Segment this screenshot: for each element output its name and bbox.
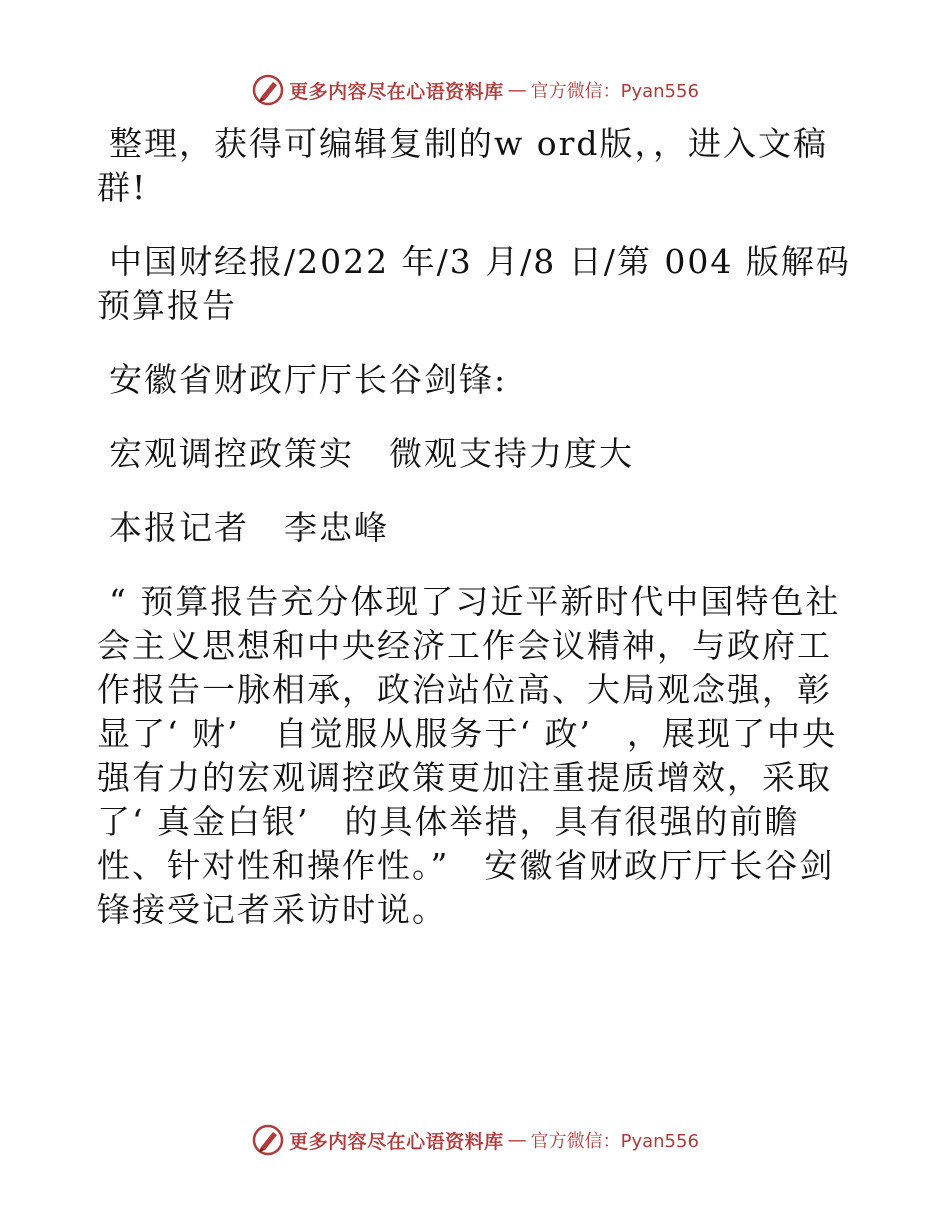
footer-watermark-content [251,1123,699,1157]
header-watermark-content [251,73,699,107]
source-line: 中国财经报/2022 年/3 月/8 日/第 004 版解码预算报告 [97,242,851,325]
pen-logo-icon [251,1123,285,1157]
article-byline: 本报记者 李忠峰 [109,508,389,547]
watermark-wechat-text: 官方微信：Pyan556 [530,1131,699,1152]
watermark-site-text: 更多内容尽在心语资料库 [289,80,504,103]
pen-logo-icon [251,73,285,107]
watermark-dash: — [507,79,527,101]
article-headline: 宏观调控政策实 微观支持力度大 [109,434,634,473]
watermark-wechat-text: 官方微信：Pyan556 [530,81,699,102]
header-watermark-banner [0,70,950,110]
watermark-site-text: 更多内容尽在心语资料库 [289,1130,504,1153]
footer-watermark-banner [0,1120,950,1160]
document-body [97,122,857,932]
interviewee-line: 安徽省财政厅厅长谷剑锋: [109,360,508,399]
article-body-paragraph: “ 预算报告充分体现了习近平新时代中国特色社会主义思想和中央经济工作会议精神，与政府工作报告一脉相承，政治站位高、大局观念强，彰显了‘ 财’ 自觉服从服务于‘ 政’ ，展现了中央强有力的宏观调控政策更加注重提质增效，采取了‘ 真金白银’ 的具体举措，具有很强的前瞻性、针对性和操作性。” 安徽省财政厅厅长谷剑锋接受记者采访时说。 [97,582,841,929]
watermark-dash: — [507,1129,527,1151]
intro-paragraph: 整理，获得可编辑复制的w ord版，，进入文稿群! [97,124,829,207]
